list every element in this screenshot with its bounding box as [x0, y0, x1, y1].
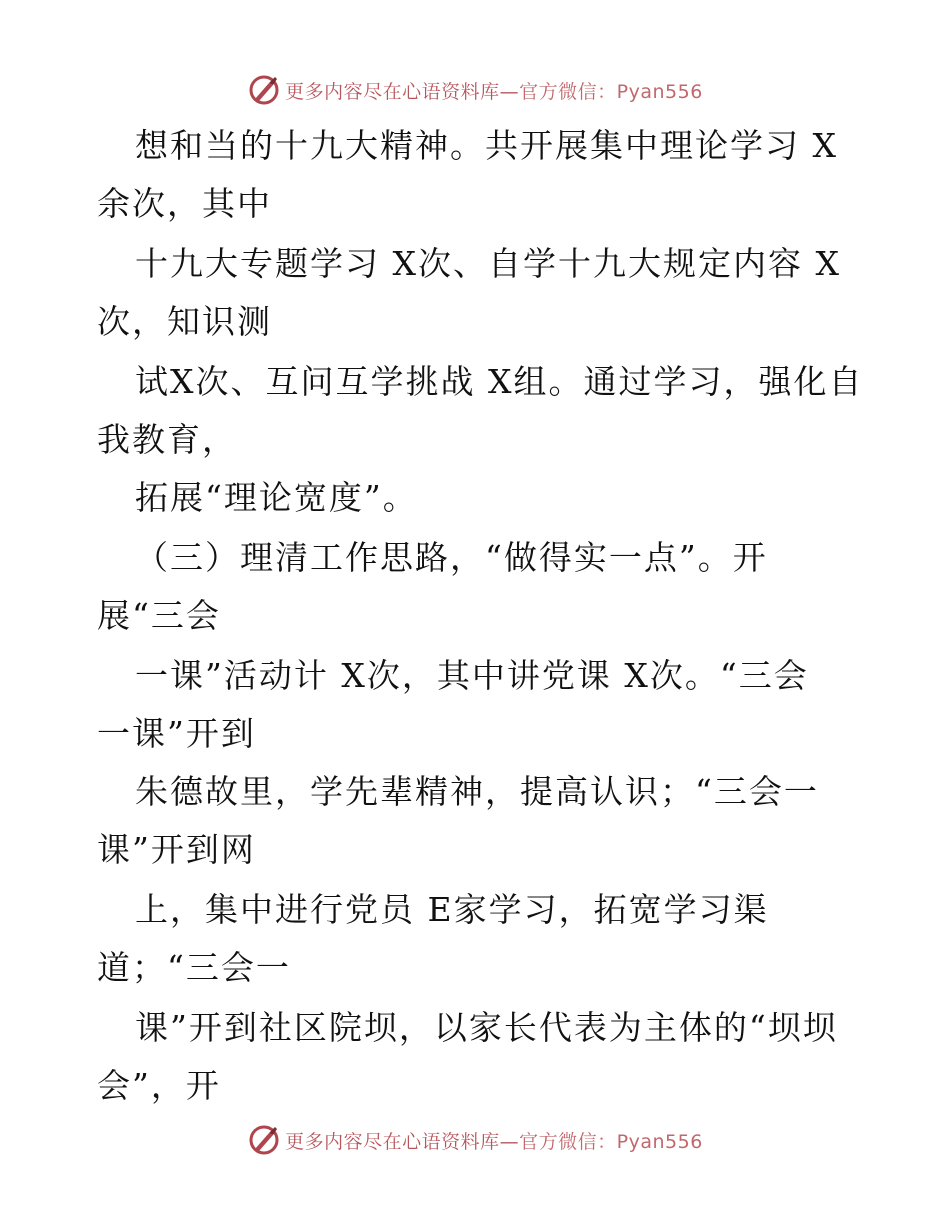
banner-wechat: 官方微信：Pyan556 [519, 1130, 703, 1153]
body-line: 想和当的十九大精神。共开展集中理论学习 X [135, 126, 838, 165]
banner-text-main: 更多内容尽在心语资料库 [285, 1130, 500, 1153]
body-line: 课”开到网 [97, 830, 256, 869]
banner-separator: — [499, 1130, 520, 1153]
body-line: 余次，其中 [97, 184, 272, 223]
body-line: 展“三会 [97, 596, 221, 635]
body-line: 道；“三会一 [97, 948, 291, 987]
banner-wechat: 官方微信：Pyan556 [519, 80, 703, 103]
body-line: 一课”开到 [97, 714, 256, 753]
body-line: 十九大专题学习 X次、自学十九大规定内容 X [135, 244, 841, 283]
header-watermark-banner [0, 70, 950, 110]
banner-text [285, 77, 703, 104]
body-line: 上，集中进行党员 E家学习，拓宽学习渠 [135, 890, 769, 929]
body-line: 课”开到社区院坝，以家长代表为主体的“坝坝 [135, 1008, 838, 1047]
body-line: 拓展“理论宽度”。 [135, 478, 418, 517]
quill-pen-logo-icon [247, 73, 281, 107]
body-line: 会”，开 [97, 1066, 221, 1105]
body-line: （三）理清工作思路，“做得实一点”。开 [135, 538, 768, 577]
body-line: 试X次、互问互学挑战 X组。通过学习，强化自 [135, 362, 864, 401]
footer-watermark-banner [0, 1120, 950, 1160]
body-line: 次，知识测 [97, 302, 272, 341]
body-line: 我教育， [97, 420, 237, 459]
quill-pen-logo-icon [247, 1123, 281, 1157]
banner-separator: — [499, 80, 520, 103]
banner-text-main: 更多内容尽在心语资料库 [285, 80, 500, 103]
body-line: 朱德故里，学先辈精神，提高认识；“三会一 [135, 772, 819, 811]
banner-text [285, 1127, 703, 1154]
body-line: 一课”活动计 X次，其中讲党课 X次。“三会 [135, 656, 809, 695]
